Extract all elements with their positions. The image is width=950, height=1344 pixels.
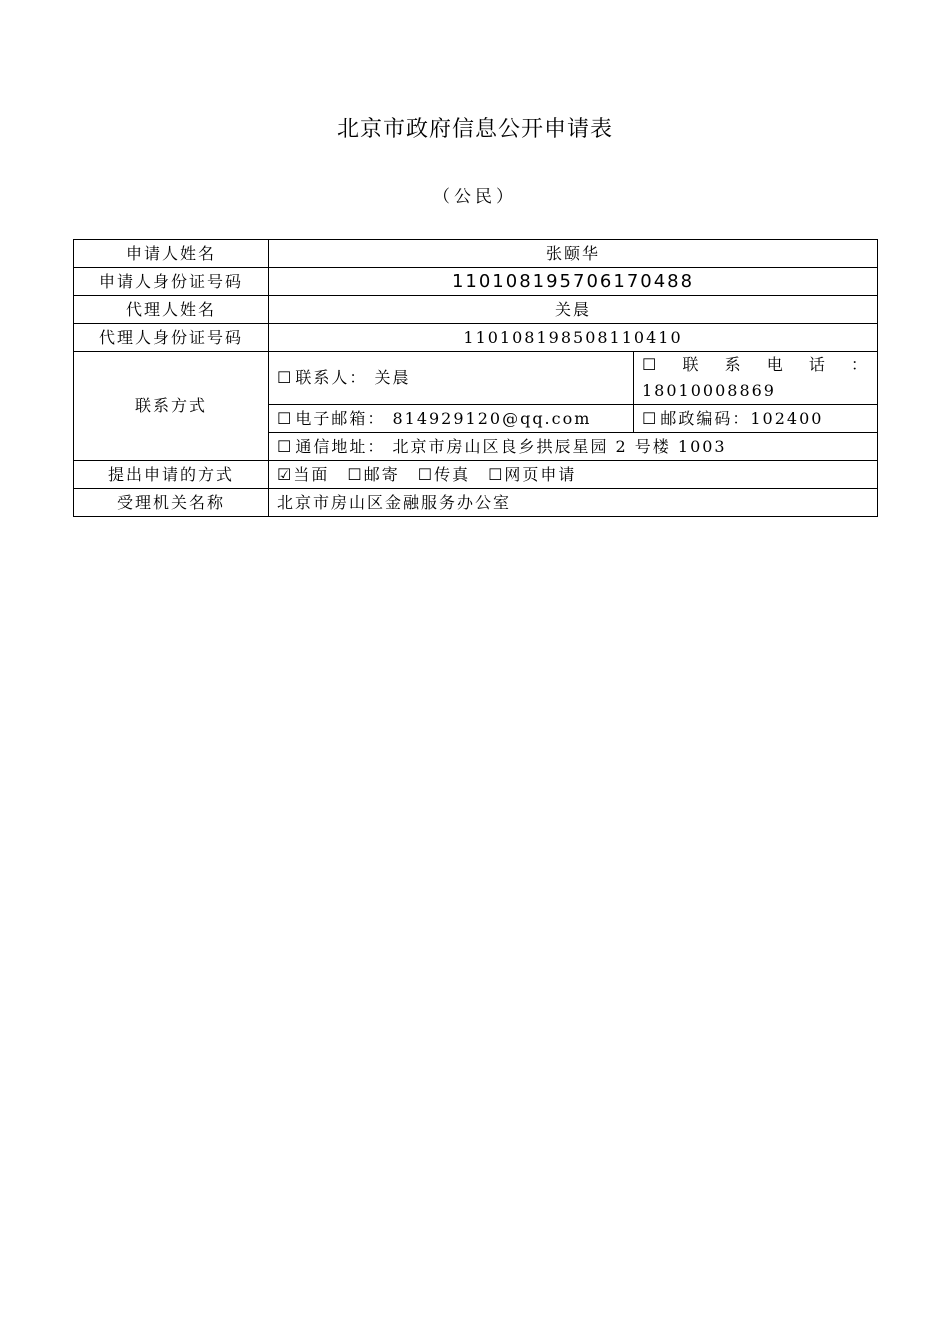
agent-id-value: 110108198508110410	[269, 324, 878, 352]
contact-person-cell	[269, 352, 634, 405]
checkbox-icon[interactable]: ☐	[642, 355, 659, 374]
agent-name-value: 关晨	[269, 296, 878, 324]
postcode-cell	[634, 405, 878, 433]
postcode-label: 邮政编码：	[660, 408, 751, 428]
agent-name-row	[74, 296, 878, 324]
method-option-mail[interactable]: ☐邮寄	[347, 464, 400, 484]
applicant-id-value: 110108195706170488	[269, 268, 878, 296]
phone-label-char: ：	[850, 355, 869, 374]
postcode-value: 102400	[750, 408, 824, 428]
method-label: 提出申请的方式	[74, 461, 269, 489]
page-subtitle: （公民）	[433, 187, 517, 207]
application-form-table	[73, 239, 878, 517]
agency-row	[74, 489, 878, 517]
agency-label: 受理机关名称	[74, 489, 269, 517]
checkbox-icon[interactable]: ☐	[642, 408, 659, 428]
agency-value: 北京市房山区金融服务办公室	[269, 489, 878, 517]
applicant-name-label: 申请人姓名	[74, 240, 269, 268]
method-option-web[interactable]: ☐网页申请	[488, 464, 577, 484]
applicant-id-label: 申请人身份证号码	[74, 268, 269, 296]
method-options-cell	[269, 461, 878, 489]
phone-label-char: 话	[808, 355, 827, 374]
phone-label-char: 联	[682, 355, 701, 374]
checkbox-icon[interactable]: ☐	[277, 436, 294, 456]
email-cell	[269, 405, 634, 433]
email-label: 电子邮箱：	[295, 408, 386, 428]
phone-cell	[634, 352, 878, 405]
checkbox-icon[interactable]: ☐	[277, 368, 294, 387]
checkbox-icon[interactable]: ☐	[277, 408, 294, 428]
applicant-id-row	[74, 268, 878, 296]
method-option-fax[interactable]: ☐传真	[417, 464, 471, 484]
address-cell	[269, 433, 878, 461]
applicant-name-value: 张颐华	[269, 240, 878, 268]
contact-label: 联系方式	[74, 352, 269, 461]
address-label: 通信地址：	[295, 436, 386, 456]
email-value: 814929120@qq.com	[392, 408, 592, 428]
agent-id-label: 代理人身份证号码	[74, 324, 269, 352]
checkbox-icon[interactable]: ☐	[417, 464, 435, 484]
checkbox-icon[interactable]: ☐	[488, 464, 505, 484]
agent-id-row	[74, 324, 878, 352]
phone-label-char: 系	[724, 355, 743, 374]
phone-value: 18010008869	[642, 381, 776, 400]
contact-row-1	[74, 352, 878, 405]
phone-label-line	[642, 352, 869, 378]
method-option-in-person[interactable]: ☑当面	[277, 464, 330, 484]
phone-label-char: 电	[766, 355, 785, 374]
page-title: 北京市政府信息公开申请表	[336, 117, 613, 142]
checkbox-icon[interactable]: ☐	[347, 464, 364, 484]
address-value: 北京市房山区良乡拱辰星园 2 号楼 1003	[392, 436, 727, 456]
agent-name-label: 代理人姓名	[74, 296, 269, 324]
applicant-name-row	[74, 240, 878, 268]
method-row	[74, 461, 878, 489]
contact-person-label: 联系人：	[295, 368, 368, 387]
checkbox-checked-icon[interactable]: ☑	[277, 464, 294, 484]
contact-person-value: 关晨	[374, 368, 411, 387]
